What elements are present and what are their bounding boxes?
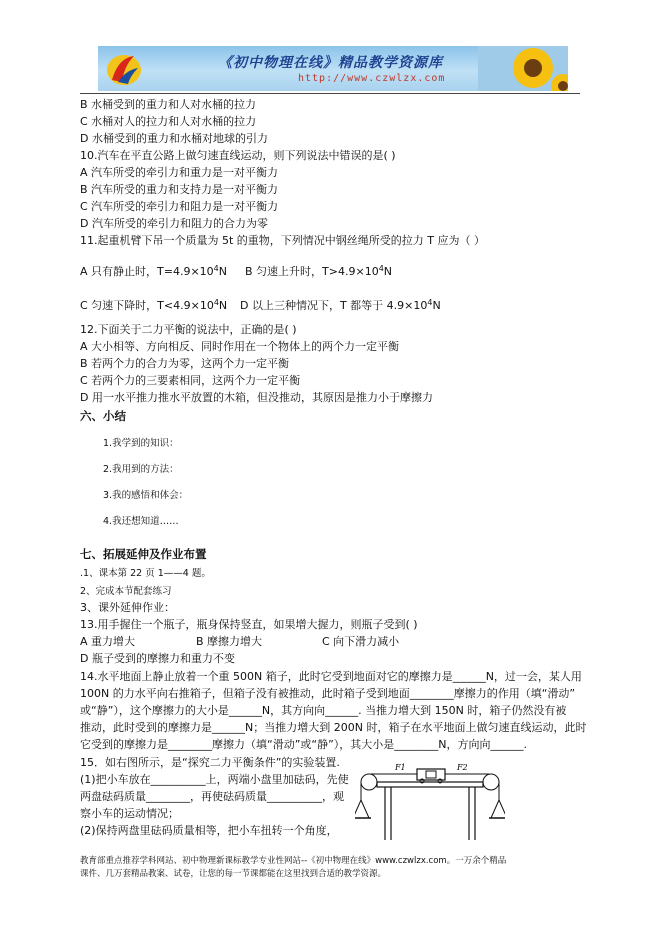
label-f1: F1 (395, 763, 406, 772)
label-f2: F2 (457, 763, 468, 772)
q15-line-2: (1)把小车放在__________上，两端小盘里加砝码，先使 (80, 773, 349, 786)
q13-stem: 13.用手握住一个瓶子，瓶身保持竖直，如果增大握力，则瓶子受到( ) (80, 618, 418, 631)
q11-option-d (240, 295, 441, 314)
q15-line-3: 两盘砝码质量________，再使砝码质量__________，观 (80, 790, 344, 803)
q10-option-c: C 汽车所受的牵引力和阻力是一对平衡力 (80, 200, 279, 213)
q11-a-unit: N (218, 265, 227, 278)
q11-d-unit: N (432, 299, 441, 312)
q11-c-text: C 匀速下降时，T<4.9×10 (80, 299, 214, 312)
summary-item-1: 1.我学到的知识： (103, 438, 179, 449)
q11-b-text: B 匀速上升时，T>4.9×10 (245, 265, 379, 278)
header-banner (98, 46, 568, 91)
site-logo-icon (104, 50, 144, 88)
q11-b-exp: 4 (378, 264, 384, 273)
q11-option-c (80, 295, 227, 314)
apparatus-diagram (355, 760, 505, 840)
q12-option-a: A 大小相等、方向相反、同时作用在一个物体上的两个力一定平衡 (80, 340, 400, 353)
q14-line-3: 或“静”），这个摩擦力的大小是______N，其方向向______. 当推力增大到 150N 时，箱子仍然没有被 (80, 704, 567, 717)
q11-d-text: D 以上三种情况下，T 都等于 4.9×10 (240, 299, 428, 312)
summary-item-3: 3.我的感悟和体会： (103, 490, 189, 501)
q11-d-exp: 4 (427, 298, 433, 307)
summary-heading: 六、小结 (80, 409, 126, 423)
q11-c-exp: 4 (213, 298, 219, 307)
weight-pan-left (355, 800, 371, 818)
table (377, 782, 483, 840)
page-footer (80, 855, 590, 881)
homework-item-2: 2、完成本节配套练习 (80, 586, 172, 597)
q15-line-4: 察小车的运动情况； (80, 807, 179, 820)
q12-option-b: B 若两个力的合力为零，这两个力一定平衡 (80, 357, 290, 370)
site-title: 《初中物理在线》精品教学资源库 (218, 55, 443, 71)
q11-stem: 11.起重机臂下吊一个质量为 5t 的重物，下列情况中钢丝绳所受的拉力 T 应为（ ） (80, 234, 486, 247)
q12-option-c: C 若两个力的三要素相同，这两个力一定平衡 (80, 374, 301, 387)
q10-option-d: D 汽车所受的牵引力和阻力的合力为零 (80, 217, 268, 230)
site-url[interactable]: http://www.czwlzx.com (298, 73, 446, 84)
q9-option-b: B 水桶受到的重力和人对水桶的拉力 (80, 98, 257, 111)
homework-heading: 七、拓展延伸及作业布置 (80, 547, 207, 561)
q15-line-5: (2)保持两盘里砝码质量相等，把小车扭转一个角度， (80, 824, 338, 837)
homework-item-3: 3、课外延伸作业： (80, 601, 175, 614)
sunflower-icon (478, 46, 568, 91)
q11-a-exp: 4 (213, 264, 219, 273)
q12-option-d: D 用一水平推力推水平放置的木箱，但没推动，其原因是推力小于摩擦力 (80, 391, 433, 404)
q11-b-unit: N (383, 265, 393, 278)
weight-pan-right (489, 800, 505, 818)
q14-line-5: 它受到的摩擦力是________摩擦力（填“滑动”或“静”），其大小是________N，方向向______. (80, 738, 528, 751)
q14-line-1: 14.水平地面上静止放着一个重 500N 箱子，此时它受到地面对它的摩擦力是______N，过一会，某人用 (80, 670, 582, 683)
summary-item-4: 4.我还想知道…… (103, 516, 179, 527)
q11-option-a (80, 261, 227, 280)
footer-line-2: 课件、几万套精品教案、试卷，让您的每一节课都能在这里找到合适的教学资源。 (80, 869, 387, 879)
q13-option-d: D 瓶子受到的摩擦力和重力不变 (80, 652, 235, 665)
q13-option-c: C 向下滑力减小 (322, 635, 400, 648)
summary-item-2: 2.我用到的方法： (103, 464, 179, 475)
q9-option-d: D 水桶受到的重力和水桶对地球的引力 (80, 132, 268, 145)
q11-c-unit: N (218, 299, 228, 312)
header-rule (80, 93, 580, 94)
q10-stem: 10.汽车在平直公路上做匀速直线运动，则下列说法中错误的是( ) (80, 149, 396, 162)
footer-line-1: 教育部重点推荐学科网站、初中物理新课标教学专业性网站--《初中物理在线》www.czwlzx.com。一万余个精品 (80, 856, 507, 866)
q14-line-2: 100N 的力水平向右推箱子，但箱子没有被推动，此时箱子受到地面________摩擦力的作用（填“滑动” (80, 687, 576, 700)
q10-option-b: B 汽车所受的重力和支持力是一对平衡力 (80, 183, 279, 196)
q9-option-c: C 水桶对人的拉力和人对水桶的拉力 (80, 115, 257, 128)
q11-a-text: A 只有静止时，T=4.9×10 (80, 265, 214, 278)
cart (417, 769, 445, 783)
q13-option-a: A 重力增大 (80, 635, 136, 648)
q14-line-4: 推动，此时受到的摩擦力是______N；当推力增大到 200N 时，箱子在水平地面上做匀速直线运动，此时 (80, 721, 587, 734)
q15-line-1: 15．如右图所示，是“探究二力平衡条件”的实验装置. (80, 756, 340, 769)
homework-item-1: .1、课本第 22 页 1——4 题。 (80, 568, 211, 579)
q12-stem: 12.下面关于二力平衡的说法中，正确的是( ) (80, 323, 297, 336)
q13-option-b: B 摩擦力增大 (196, 635, 263, 648)
q11-option-b (245, 261, 392, 280)
q10-option-a: A 汽车所受的牵引力和重力是一对平衡力 (80, 166, 279, 179)
